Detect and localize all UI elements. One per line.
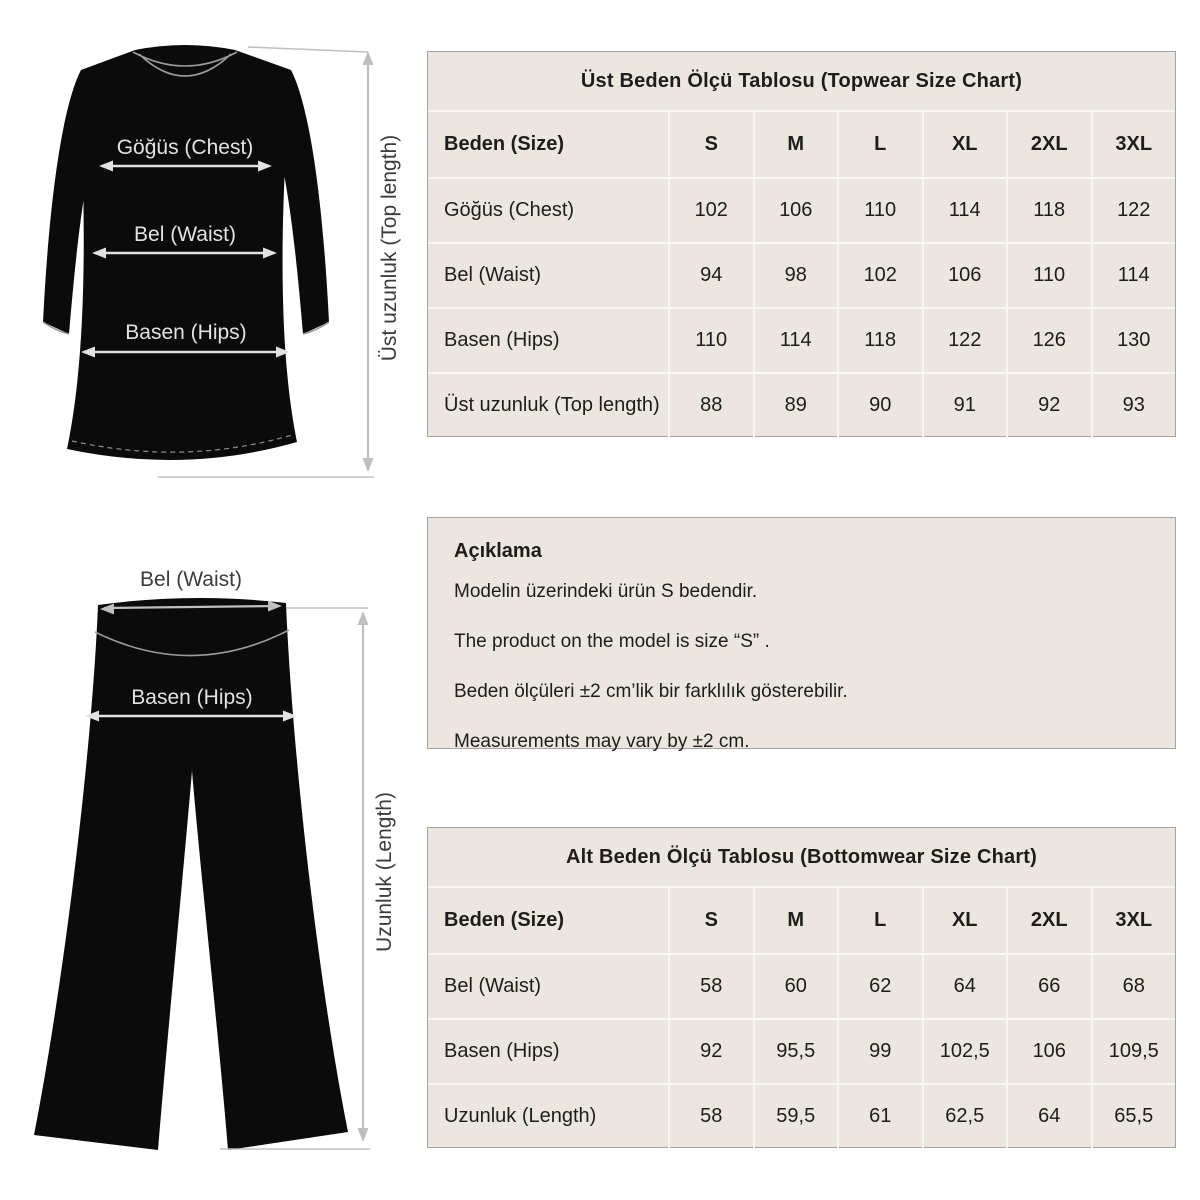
header-cell-l: L (837, 888, 922, 953)
cell: 98 (753, 242, 838, 307)
row-label-waist: Bel (Waist) (428, 953, 668, 1018)
topwear-table-grid (428, 112, 1175, 437)
cell: 122 (922, 307, 1007, 372)
header-cell-m: M (753, 112, 838, 177)
header-cell-xl: XL (922, 888, 1007, 953)
row-label-length: Uzunluk (Length) (428, 1083, 668, 1148)
header-cell-2xl: 2XL (1006, 112, 1091, 177)
note-line-en-tolerance: Measurements may vary by ±2 cm. (454, 731, 750, 752)
note-line-tr-model-size: Modelin üzerindeki ürün S bedendir. (454, 581, 758, 602)
cell: 110 (1006, 242, 1091, 307)
cell: 89 (753, 372, 838, 437)
cell: 95,5 (753, 1018, 838, 1083)
cell: 106 (1006, 1018, 1091, 1083)
pants-hips-label: Basen (Hips) (131, 686, 253, 709)
bottomwear-table-title: Alt Beden Ölçü Tablosu (Bottomwear Size Chart) (428, 828, 1175, 888)
cell: 102 (668, 177, 753, 242)
cell: 94 (668, 242, 753, 307)
cell: 59,5 (753, 1083, 838, 1148)
hips-label: Basen (Hips) (125, 321, 247, 344)
length-arrow-up-head (358, 611, 369, 625)
header-cell-3xl: 3XL (1091, 888, 1176, 953)
cell: 88 (668, 372, 753, 437)
length-label: Uzunluk (Length) (373, 792, 396, 952)
bottomwear-measurement-diagram (20, 556, 410, 1170)
header-cell-s: S (668, 888, 753, 953)
cell: 91 (922, 372, 1007, 437)
header-cell-size: Beden (Size) (444, 909, 565, 931)
cell: 114 (1091, 242, 1176, 307)
cell: 62,5 (922, 1083, 1007, 1148)
waist-label: Bel (Waist) (134, 223, 236, 246)
header-cell-s: S (668, 112, 753, 177)
cell: 92 (1006, 372, 1091, 437)
cell: 66 (1006, 953, 1091, 1018)
cell: 58 (668, 1083, 753, 1148)
cell: 106 (753, 177, 838, 242)
note-line-en-model-size: The product on the model is size “S” . (454, 631, 770, 652)
header-cell-xl: XL (922, 112, 1007, 177)
note-title: Açıklama (454, 540, 542, 562)
cell: 122 (1091, 177, 1176, 242)
cell: 90 (837, 372, 922, 437)
header-cell-2xl: 2XL (1006, 888, 1091, 953)
cell: 110 (668, 307, 753, 372)
cell: 93 (1091, 372, 1176, 437)
cell: 58 (668, 953, 753, 1018)
row-label-hips: Basen (Hips) (428, 307, 668, 372)
length-arrow-down-head (358, 1128, 369, 1142)
cell: 65,5 (1091, 1083, 1176, 1148)
topwear-table-title: Üst Beden Ölçü Tablosu (Topwear Size Chart) (428, 52, 1175, 112)
header-cell-size: Beden (Size) (444, 133, 565, 155)
header-cell-l: L (837, 112, 922, 177)
top-length-label: Üst uzunluk (Top length) (378, 134, 401, 362)
pants-waist-label: Bel (Waist) (140, 568, 242, 591)
header-cell-3xl: 3XL (1091, 112, 1176, 177)
row-label-top-length: Üst uzunluk (Top length) (428, 372, 668, 437)
cell: 99 (837, 1018, 922, 1083)
cell: 68 (1091, 953, 1176, 1018)
cell: 126 (1006, 307, 1091, 372)
cell: 118 (1006, 177, 1091, 242)
note-box (427, 517, 1176, 752)
cell: 114 (753, 307, 838, 372)
cell: 102,5 (922, 1018, 1007, 1083)
cell: 114 (922, 177, 1007, 242)
bottomwear-table-grid (428, 888, 1175, 1148)
cell: 106 (922, 242, 1007, 307)
cell: 118 (837, 307, 922, 372)
cell: 130 (1091, 307, 1176, 372)
top-length-arrow-up-head (363, 51, 374, 65)
chest-label: Göğüs (Chest) (116, 136, 254, 159)
header-cell-m: M (753, 888, 838, 953)
topwear-measurement-diagram (8, 20, 408, 492)
cell: 92 (668, 1018, 753, 1083)
cell: 110 (837, 177, 922, 242)
note-line-tr-tolerance: Beden ölçüleri ±2 cm’lik bir farklılık gösterebilir. (454, 681, 848, 702)
pants-silhouette (34, 598, 348, 1150)
cell: 64 (1006, 1083, 1091, 1148)
cell: 60 (753, 953, 838, 1018)
cell: 64 (922, 953, 1007, 1018)
cell: 109,5 (1091, 1018, 1176, 1083)
topwear-size-table (427, 51, 1176, 437)
row-label-chest: Göğüs (Chest) (428, 177, 668, 242)
row-label-waist: Bel (Waist) (428, 242, 668, 307)
cell: 102 (837, 242, 922, 307)
bottomwear-size-table (427, 827, 1176, 1148)
cell: 61 (837, 1083, 922, 1148)
top-length-extension-top (248, 47, 368, 52)
top-length-arrow-down-head (363, 458, 374, 472)
row-label-hips: Basen (Hips) (428, 1018, 668, 1083)
cell: 62 (837, 953, 922, 1018)
